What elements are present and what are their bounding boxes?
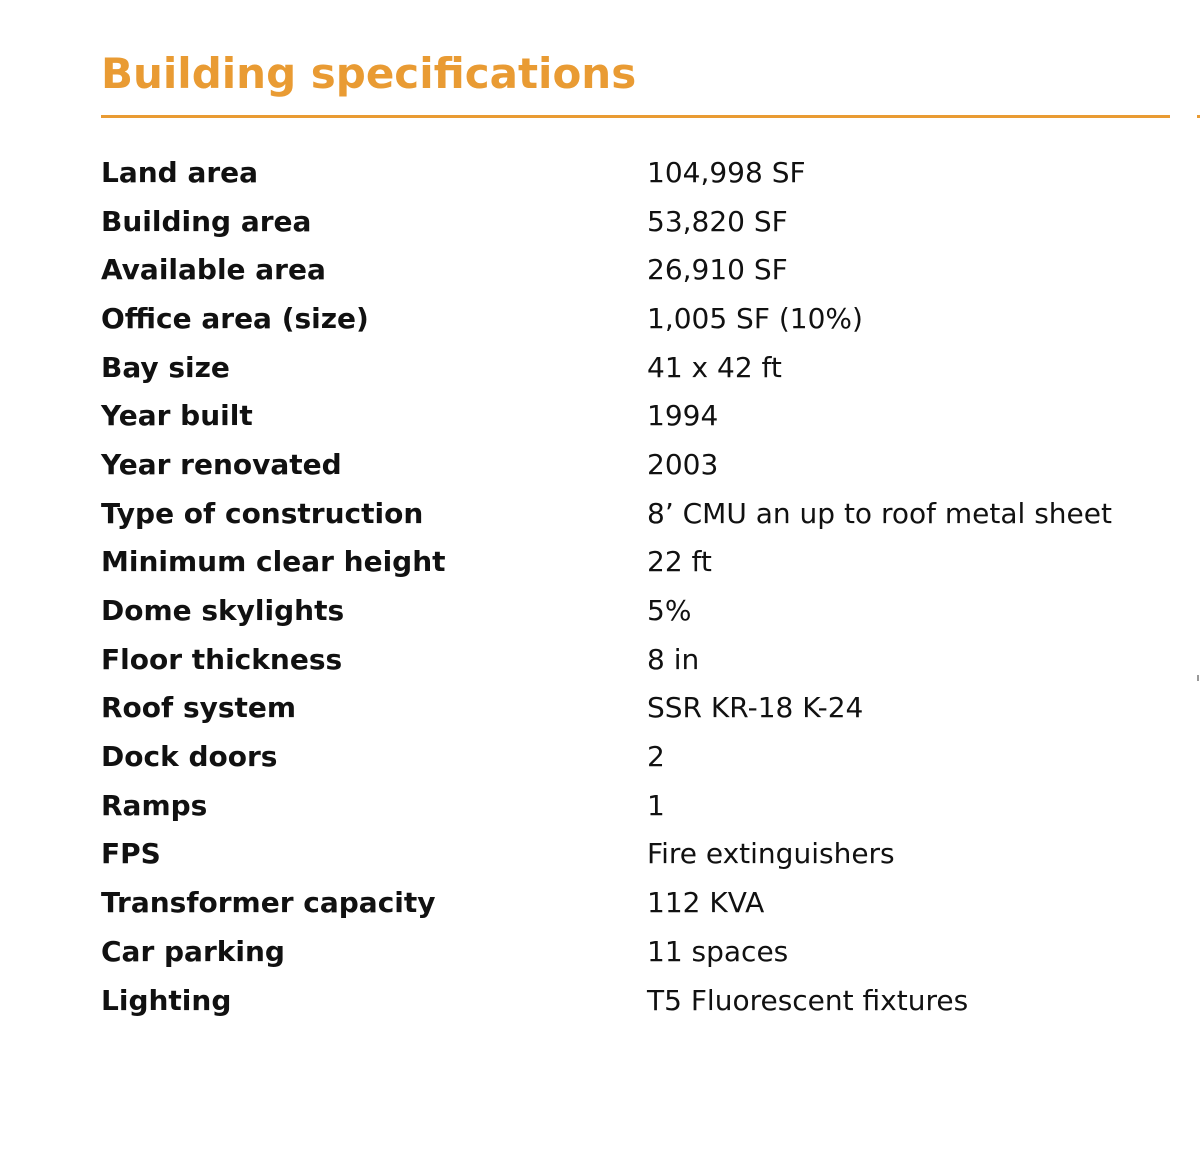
spec-value: 1 [647, 788, 665, 822]
spec-row-ramps [101, 781, 1112, 830]
spec-value: 26,910 SF [647, 253, 788, 287]
spec-row-dome-skylights [101, 586, 1112, 635]
page-title: Building specifications [101, 49, 637, 98]
spec-label: Car parking [101, 934, 285, 968]
spec-label: Transformer capacity [101, 886, 436, 920]
spec-label: Type of construction [101, 496, 424, 530]
spec-value: 8’ CMU an up to roof metal sheet [647, 496, 1112, 530]
spec-label: Land area [101, 155, 259, 189]
spec-label: Year renovated [101, 447, 342, 481]
spec-label: Roof system [101, 691, 297, 725]
spec-row-lighting [101, 976, 1112, 1025]
spec-row-year-renovated [101, 440, 1112, 489]
spec-label: Available area [101, 253, 326, 287]
spec-value: 2003 [647, 447, 719, 481]
spec-value: 8 in [647, 642, 700, 676]
spec-value: 1,005 SF (10%) [647, 301, 863, 335]
spec-label: Building area [101, 204, 312, 238]
spec-value: 22 ft [647, 545, 712, 579]
spec-label: Minimum clear height [101, 545, 446, 579]
spec-label: FPS [101, 837, 161, 871]
spec-label: Lighting [101, 983, 232, 1017]
spec-label: Dock doors [101, 740, 278, 774]
spec-value: 1994 [647, 399, 719, 433]
spec-label: Office area (size) [101, 301, 369, 335]
title-divider [101, 115, 1170, 118]
spec-row-year-built [101, 391, 1112, 440]
spec-value: Fire extinguishers [647, 837, 895, 871]
spec-row-transformer-capacity [101, 878, 1112, 927]
edge-mark [1197, 675, 1199, 681]
spec-value: 41 x 42 ft [647, 350, 782, 384]
spec-row-office-area [101, 294, 1112, 343]
spec-value: 112 KVA [647, 886, 765, 920]
specifications-list [101, 148, 1112, 1024]
spec-label: Year built [101, 399, 253, 433]
spec-row-minimum-clear-height [101, 538, 1112, 587]
spec-row-bay-size [101, 343, 1112, 392]
spec-label: Dome skylights [101, 594, 345, 628]
spec-row-dock-doors [101, 732, 1112, 781]
spec-label: Bay size [101, 350, 230, 384]
spec-row-land-area [101, 148, 1112, 197]
spec-label: Floor thickness [101, 642, 343, 676]
spec-value: 2 [647, 740, 665, 774]
spec-value: 11 spaces [647, 934, 789, 968]
spec-value: SSR KR-18 K-24 [647, 691, 864, 725]
spec-value: 5% [647, 594, 692, 628]
spec-row-fps [101, 830, 1112, 879]
spec-label: Ramps [101, 788, 208, 822]
spec-row-car-parking [101, 927, 1112, 976]
spec-row-type-of-construction [101, 489, 1112, 538]
spec-row-building-area [101, 197, 1112, 246]
spec-row-floor-thickness [101, 635, 1112, 684]
spec-value: T5 Fluorescent fixtures [647, 983, 969, 1017]
spec-value: 53,820 SF [647, 204, 788, 238]
spec-row-available-area [101, 245, 1112, 294]
spec-row-roof-system [101, 684, 1112, 733]
spec-value: 104,998 SF [647, 155, 806, 189]
